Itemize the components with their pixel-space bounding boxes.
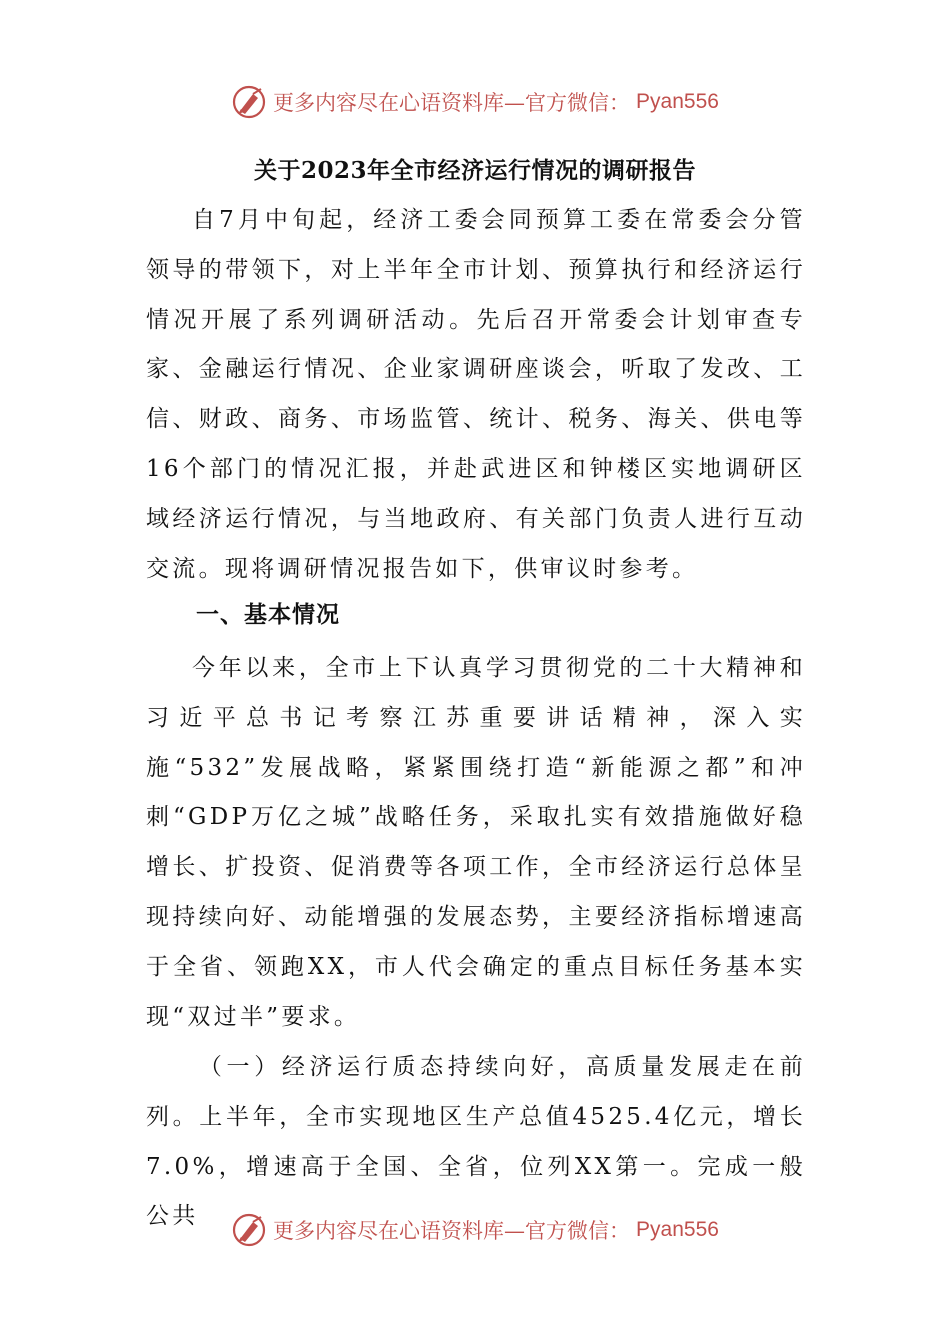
paragraph-intro: 自7月中旬起，经济工委会同预算工委在常委会分管领导的带领下，对上半年全市计划、预算执行和经济运行情况开展了系列调研活动。先后召开常委会计划审查专家、金融运行情况、企业家调研座谈会，听取了发改、工信、财政、商务、市场监管、统计、税务、海关、供电等16个部门的情况汇报，并赴武进区和钟楼区实地调研区域经济运行情况，与当地政府、有关部门负责人进行互动交流。现将调研情况报告如下，供审议时参考。 [146,207,806,582]
watermark-text: 更多内容尽在心语资料库—官方微信： [273,1219,631,1243]
section-heading-basic: 一、基本情况 [196,602,340,628]
paragraph-overview: 今年以来，全市上下认真学习贯彻党的二十大精神和习近平总书记考察江苏重要讲话精神，深入实施“532”发展战略，紧紧围绕打造“新能源之都”和冲刺“GDP万亿之城”战略任务，采取扎实有效措施做好稳增长、扩投资、促消费等各项工作，全市经济运行总体呈现持续向好、动能增强的发展态势，主要经济指标增速高于全省、领跑XX，市人代会确定的重点目标任务基本实现“双过半”要求。 [146,655,806,1030]
pen-nib-logo-icon [231,1212,267,1248]
watermark-id: Pyan556 [636,1218,719,1241]
pen-nib-logo-icon [231,84,267,120]
document-title: 关于2023年全市经济运行情况的调研报告 [253,157,696,184]
watermark-bottom [0,1210,950,1250]
watermark-top [0,82,950,122]
paragraph-subsection-1: （一）经济运行质态持续向好，高质量发展走在前列。上半年，全市实现地区生产总值4525.4亿元，增长7.0%，增速高于全国、全省，位列XX第一。完成一般公共 [146,1054,806,1230]
watermark-id: Pyan556 [636,90,719,113]
watermark-text: 更多内容尽在心语资料库—官方微信： [273,91,631,115]
